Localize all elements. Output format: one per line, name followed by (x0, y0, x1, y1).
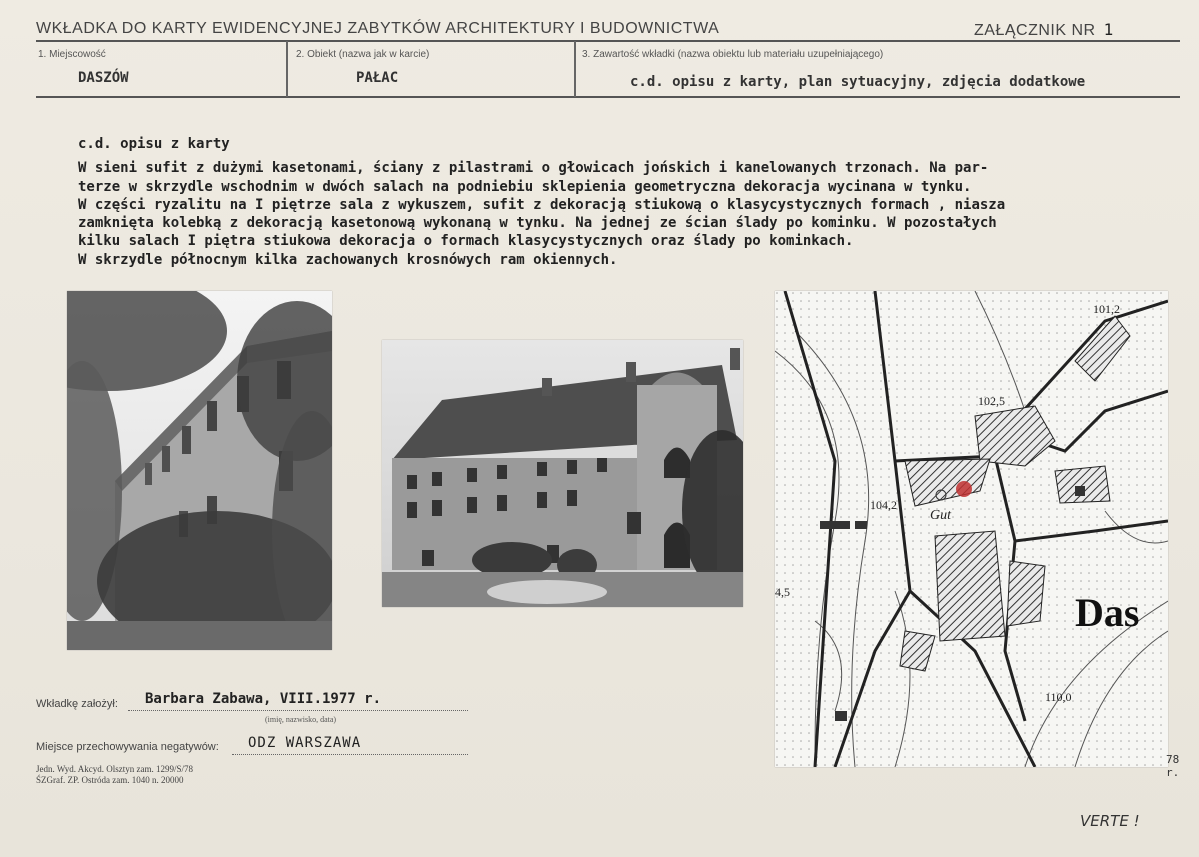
annex-label-text: ZAŁĄCZNIK NR (974, 22, 1096, 39)
founder-underline (128, 710, 468, 711)
photo-palace-facade (382, 340, 743, 607)
description-line: terze w skrzydle wschodnim w dwóch salach na podniebiu sklepienia geometryczna dekoracja wycinana w tynku. (78, 178, 972, 195)
header-rule-top (36, 40, 1180, 42)
contents-label: 3. Zawartość wkładki (nazwa obiektu lub materiału uzupełniającego) (582, 49, 884, 60)
map-elevation-5: 4,5 (775, 585, 790, 599)
description-heading: c.d. opisu z karty (78, 136, 230, 152)
imprint-line-2: ŚZGraf. ZP. Ostróda zam. 1040 n. 20000 (36, 775, 184, 785)
description-line: W sieni sufit z dużymi kasetonami, ściany z pilastrami o głowicach jońskich i kanelowanych trzonach. Na par- (78, 160, 989, 177)
object-value: PAŁAC (356, 70, 399, 86)
locality-label: 1. Miejscowość (38, 49, 106, 60)
field-divider-2 (574, 41, 576, 97)
header-rule-bottom (36, 96, 1180, 98)
map-elevation-4: 110,0 (1045, 690, 1072, 704)
annex-label (974, 20, 1114, 40)
negatives-underline (232, 754, 468, 755)
map-label-das: Das (1075, 590, 1140, 635)
description-block (78, 135, 1188, 269)
margin-note: 78 r. (1166, 753, 1180, 779)
annex-number: 1 (1103, 20, 1114, 39)
field-divider-1 (286, 41, 288, 97)
situational-map (775, 291, 1168, 767)
founder-caption: (imię, nazwisko, data) (265, 715, 337, 724)
map-label-gut: Gut (930, 508, 951, 523)
locality-value: DASZÓW (78, 70, 129, 86)
map-elevation-2: 102,5 (978, 394, 1005, 408)
map-elevation-3: 104,2 (870, 498, 897, 512)
description-line: W skrzydle północnym kilka zachowanych krosnówych ram okiennych. (78, 251, 618, 268)
map-elevation-1: 101,2 (1093, 302, 1120, 316)
situational-map-image (775, 291, 1168, 767)
founder-label: Wkładkę założył: (36, 698, 118, 710)
photo-palace-side-wing (67, 291, 332, 650)
negatives-value: ODZ WARSZAWA (248, 735, 362, 751)
photo-palace-facade-image (382, 340, 743, 607)
handwritten-note: VERTE ! (1080, 812, 1140, 830)
form-title: WKŁADKA DO KARTY EWIDENCYJNEJ ZABYTKÓW ARCHITEKTURY I BUDOWNICTWA (36, 20, 720, 37)
printer-imprint (36, 764, 193, 786)
imprint-line-1: Jedn. Wyd. Akcyd. Olsztyn zam. 1299/S/78 (36, 764, 194, 774)
object-label: 2. Obiekt (nazwa jak w karcie) (296, 49, 430, 60)
description-line: zamknięta kolebką z dekoracją kasetonową wykonaną w tynku. Na jednej ze ścian ślady po kominku. W pozostałych (78, 215, 997, 232)
negatives-label: Miejsce przechowywania negatywów: (36, 741, 219, 753)
description-line: W części ryzalitu na I piętrze sala z wykuszem, sufit z dekoracją stiukową o klasycystycznych formach , niasza (78, 196, 1006, 213)
photo-palace-side-wing-image (67, 291, 332, 650)
description-line: kilku salach I piętra stiukowa dekoracja o formach klasycystycznych oraz ślady po kominkach. (78, 233, 854, 250)
founder-value: Barbara Zabawa, VIII.1977 r. (145, 691, 382, 707)
contents-value: c.d. opisu z karty, plan sytuacyjny, zdjęcia dodatkowe (630, 74, 1086, 90)
